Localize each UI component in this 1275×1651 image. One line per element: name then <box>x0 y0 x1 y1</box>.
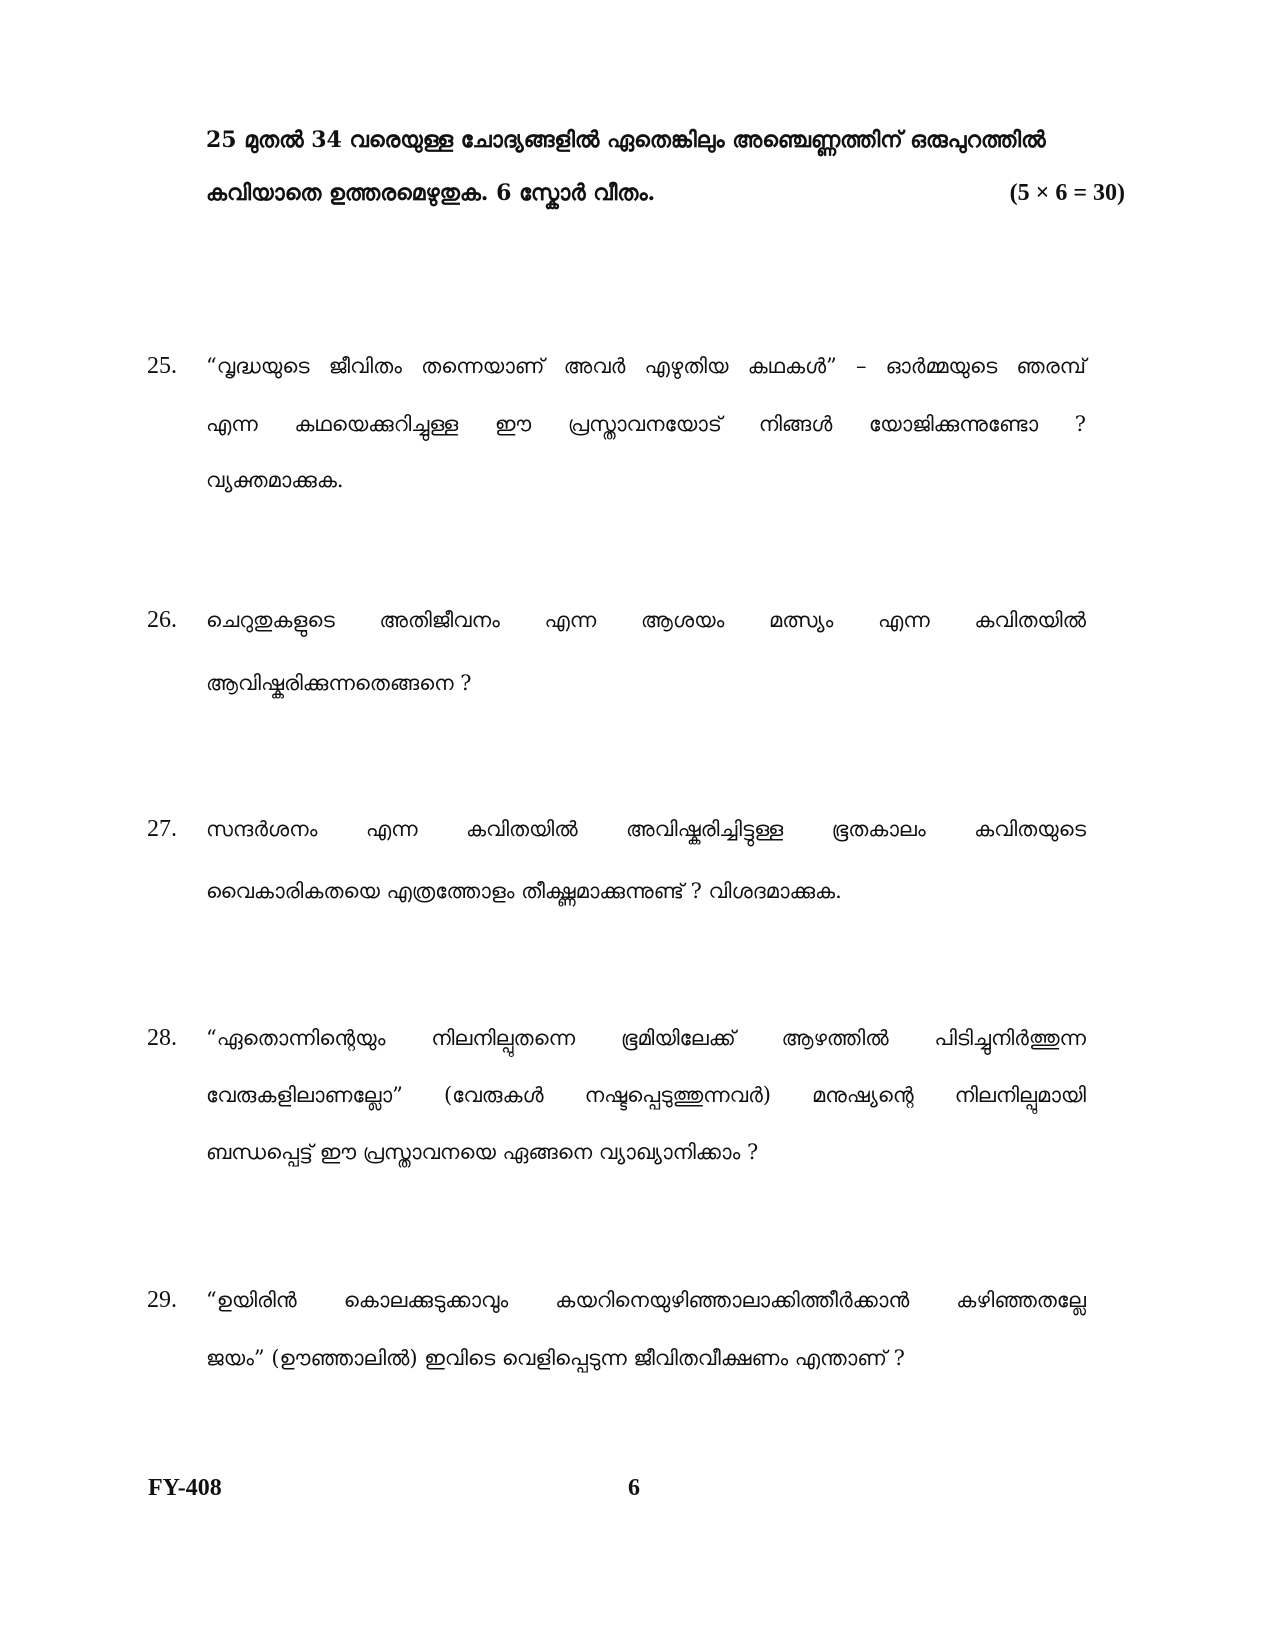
question-29-line-1: “ഉയിരിൻ കൊലക്കുടുക്കാവും കയറിനെയുഴിഞ്ഞാലാക്കിത്തീർക്കാൻ കഴിഞ്ഞതല്ലേ <box>206 1288 1086 1312</box>
paper-code: FY-408 <box>148 1475 222 1501</box>
question-25-number: 25. <box>147 353 177 379</box>
question-25-line-3: വ്യക്തമാക്കുക. <box>206 468 344 492</box>
question-28-line-3: ബന്ധപ്പെട്ട് ഈ പ്രസ്താവനയെ ഏങ്ങനെ വ്യാഖ്യാനിക്കാം ? <box>206 1140 759 1164</box>
question-28-number: 28. <box>147 1025 177 1051</box>
question-26-number: 26. <box>147 607 177 633</box>
instruction-line-1: 25 മുതൽ 34 വരെയുള്ള ചോദ്യങ്ങളിൽ ഏതെങ്കിലും അഞ്ചെണ്ണത്തിന് ഒരുപുറത്തിൽ <box>206 127 1046 153</box>
page-number: 6 <box>628 1475 640 1501</box>
question-28-line-1: “ഏതൊന്നിന്റെയും നിലനില്പുതന്നെ ഭൂമിയിലേക്ക് ആഴത്തിൽ പിടിച്ചുനിർത്തുന്ന <box>206 1026 1086 1050</box>
question-26-line-1: ചെറുതുകളുടെ അതിജീവനം എന്ന ആശയം മത്സ്യം എന്ന കവിതയിൽ <box>206 608 1086 632</box>
question-25-line-2: എന്ന കഥയെക്കുറിച്ചുള്ള ഈ പ്രസ്താവനയോട് നിങ്ങൾ യോജിക്കുന്നുണ്ടോ ? <box>206 412 1086 436</box>
question-27-number: 27. <box>147 816 177 842</box>
question-29-number: 29. <box>147 1287 177 1313</box>
question-28-line-2: വേരുകളിലാണല്ലോ” (വേരുകൾ നഷ്ടപ്പെടുത്തുന്നവർ) മനുഷ്യന്റെ നിലനില്പുമായി <box>206 1083 1086 1107</box>
question-25-line-1: “വൃദ്ധയുടെ ജീവിതം തന്നെയാണ് അവർ എഴുതിയ കഥകൾ” – ഓർമ്മയുടെ ഞരമ്പ് <box>206 354 1086 378</box>
question-27-line-2: വൈകാരികതയെ എത്രത്തോളം തീക്ഷ്ണമാക്കുന്നുണ്ട് ? വിശദമാക്കുക. <box>206 879 842 903</box>
marks-allocation: (5 × 6 = 30) <box>1009 180 1125 206</box>
question-27-line-1: സന്ദർശനം എന്ന കവിതയിൽ അവിഷ്കരിച്ചിട്ടുള്ള ഭൂതകാലം കവിതയുടെ <box>206 817 1086 841</box>
instruction-line-2: കവിയാതെ ഉത്തരമെഴുതുക. 6 സ്കോർ വീതം. <box>206 180 656 206</box>
question-29-line-2: ജയം” (ഊഞ്ഞാലിൽ) ഇവിടെ വെളിപ്പെടുന്ന ജീവിതവീക്ഷണം എന്താണ് ? <box>206 1346 905 1370</box>
question-26-line-2: ആവിഷ്കരിക്കുന്നതെങ്ങനെ ? <box>206 671 472 695</box>
